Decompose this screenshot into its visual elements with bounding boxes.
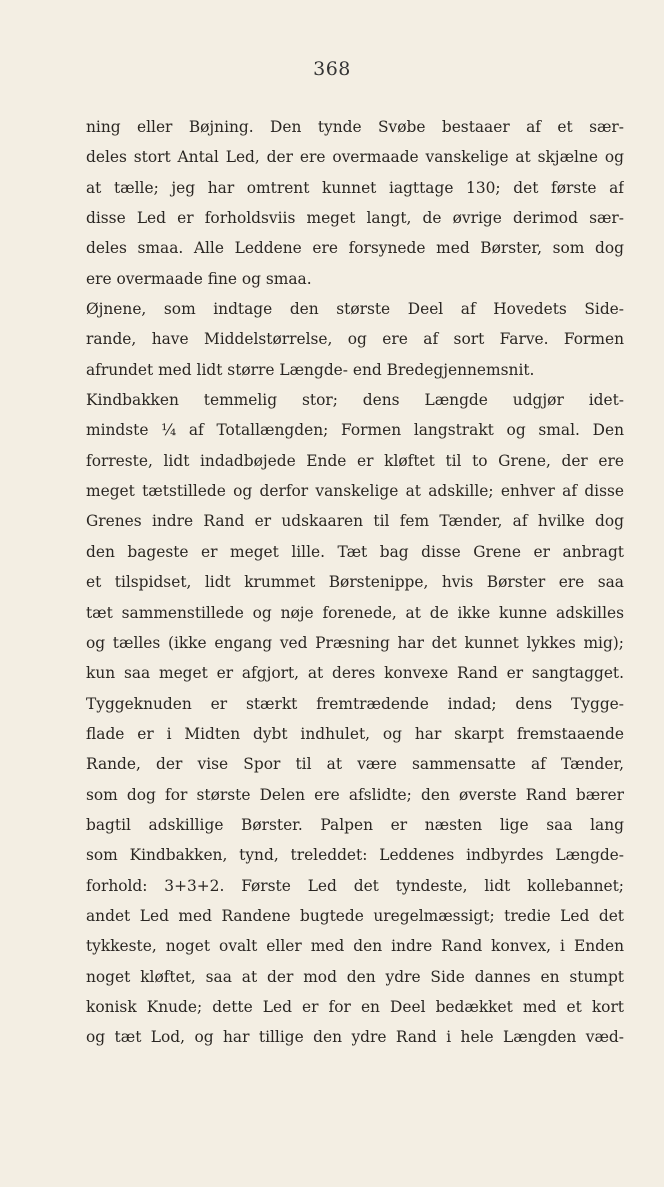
text-line: kun saa meget er afgjort, at deres konvexe Rand er sangtagget.	[86, 664, 624, 683]
text-line: forreste, lidt indadbøjede Ende er kløftet til to Grene, der ere	[86, 451, 624, 470]
text-line: rande, have Middelstørrelse, og ere af sort Farve. Formen	[86, 330, 624, 349]
text-line: at tælle; jeg har omtrent kunnet iagttage 130; det første af	[86, 178, 624, 197]
text-line: som dog for største Delen ere afslidte; den øverste Rand bærer	[86, 785, 624, 804]
text-line: meget tætstillede og derfor vanskelige at adskille; enhver af disse	[86, 482, 624, 501]
text-line: flade er i Midten dybt indhulet, og har skarpt fremstaaende	[86, 724, 624, 743]
text-line: mindste ¼ af Totallængden; Formen langstrakt og smal. Den	[86, 421, 624, 440]
text-line: Tyggeknuden er stærkt fremtrædende indad; dens Tygge-	[86, 694, 624, 713]
text-line: tæt sammenstillede og nøje forenede, at de ikke kunne adskilles	[86, 603, 624, 622]
text-line: deles stort Antal Led, der ere overmaade vanskelige at skjælne og	[86, 148, 624, 167]
text-line: Grenes indre Rand er udskaaren til fem Tænder, af hvilke dog	[86, 512, 624, 531]
text-line: Kindbakken temmelig stor; dens Længde udgjør idet-	[86, 391, 624, 410]
text-line: disse Led er forholdsviis meget langt, de øvrige derimod sær-	[86, 209, 624, 228]
text-line: som Kindbakken, tynd, treleddet: Leddenes indbyrdes Længde-	[86, 846, 624, 865]
text-line: og tæt Lod, og har tillige den ydre Rand i hele Længden væd-	[86, 1028, 624, 1047]
text-line: og tælles (ikke engang ved Præsning har det kunnet lykkes mig);	[86, 633, 624, 652]
text-line: bagtil adskillige Børster. Palpen er næsten lige saa lang	[86, 815, 624, 834]
text-line: Øjnene, som indtage den største Deel af Hovedets Side-	[86, 300, 624, 319]
text-line: tykkeste, noget ovalt eller med den indre Rand konvex, i Enden	[86, 937, 624, 956]
text-line: ning eller Bøjning. Den tynde Svøbe bestaaer af et sær-	[86, 118, 624, 136]
body-text	[86, 112, 624, 1053]
text-line: et tilspidset, lidt krummet Børstenippe, hvis Børster ere saa	[86, 573, 624, 592]
text-line: Rande, der vise Spor til at være sammensatte af Tænder,	[86, 755, 624, 774]
text-line: noget kløftet, saa at der mod den ydre Side dannes en stumpt	[86, 967, 624, 986]
text-line: konisk Knude; dette Led er for en Deel bedækket med et kort	[86, 997, 624, 1016]
text-line: afrundet med lidt større Længde- end Bredegjennemsnit.	[86, 360, 535, 379]
page-number: 368	[313, 58, 351, 80]
text-line: den bageste er meget lille. Tæt bag disse Grene er anbragt	[86, 542, 624, 561]
text-line: ere overmaade fine og smaa.	[86, 269, 312, 288]
text-line: forhold: 3+3+2. Første Led det tyndeste, lidt kollebannet;	[86, 876, 624, 895]
text-line: andet Led med Randene bugtede uregelmæssigt; tredie Led det	[86, 906, 624, 925]
text-line: deles smaa. Alle Leddene ere forsynede med Børster, som dog	[86, 239, 624, 258]
